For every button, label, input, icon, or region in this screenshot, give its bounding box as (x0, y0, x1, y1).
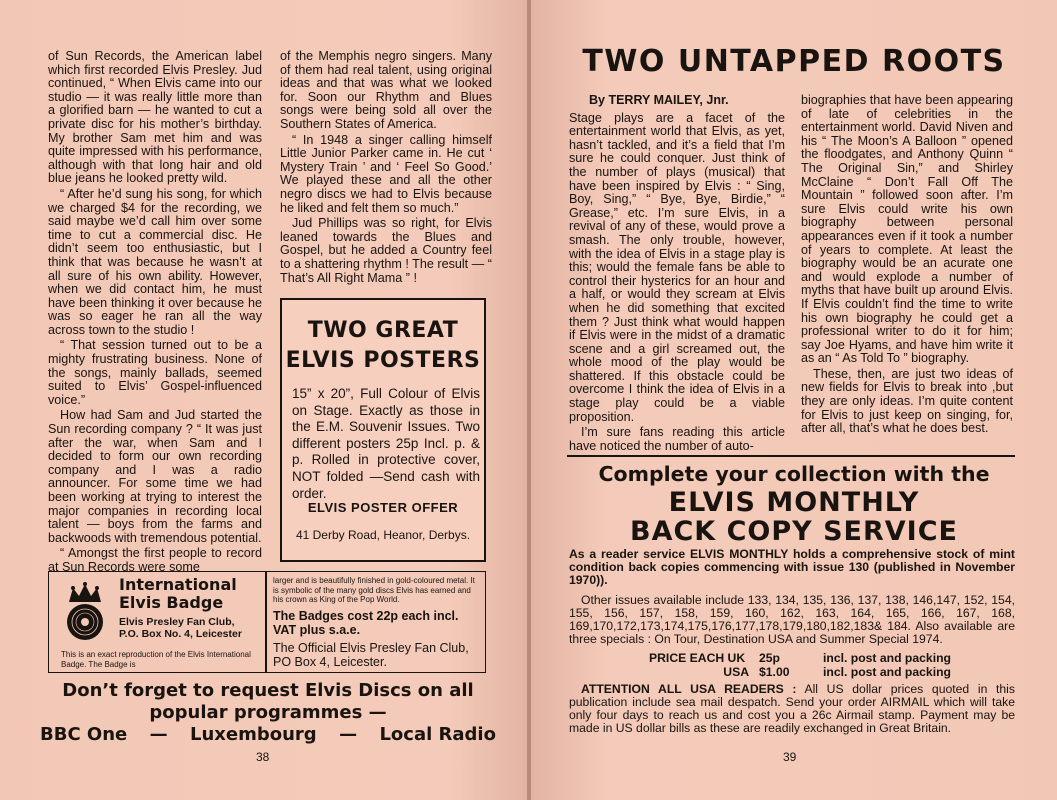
section-divider (567, 455, 1015, 457)
badge-description: larger and is beautifully finished in gold-coloured metal. It is symbolic of the many gold discs Elvis has earned and his crown as King of the Pop World. (273, 576, 475, 605)
request-discs-banner (40, 680, 496, 746)
article-headline: TWO UNTAPPED ROOTS (582, 44, 1006, 79)
price-usa-note: incl. post and packing (823, 664, 951, 679)
page-number-left: 38 (256, 750, 270, 764)
paragraph: “ Amongst the first people to record at Sun Records were some (48, 546, 262, 574)
badge-title (119, 576, 237, 612)
station-local-radio: Local Radio (379, 724, 496, 745)
available-issues: Other issues available include 133, 134, 135, 136, 137, 138, 146,147, 152, 154, 155, 156, 157, 158, 159, 160, 162, 163, 164, 165, 166, 167, 168, 169,170,172,173,174,175,176,177,178,179,180,182,183& 184. Also available are three specials : On Tour, Destination USA and Summer Special 1974. (569, 592, 1015, 647)
paragraph: How had Sam and Jud started the Sun recording company ? “ It was just after the war, when Sam and I decided to form our own recording company and I was a radio announcer. For some time we had been working at trying to interest the major companies in recording local talent — boys from the farms and backwoods with tremendous potential. (48, 408, 262, 545)
price-label-uk: PRICE EACH UK (649, 651, 746, 666)
fan-club-address (119, 616, 242, 640)
badge-note: This is an exact reproduction of the Elvis International Badge. The Badge is (61, 650, 251, 669)
banner-stations (40, 724, 496, 746)
paragraph: “ That session turned out to be a mighty frustrating business. None of the songs, mainly ballads, seemed suited to Elvis’ Gospel-influenced voice.” (48, 338, 262, 407)
badge-details (273, 576, 479, 669)
paragraph: of Sun Records, the American label which first recorded Elvis Presley. Jud continued, “ When Elvis came into our studio — it was really little more than a glorified barn — he wanted to cut a private disc for his mother’s birthday. My brother Sam met him and was quite impressed with his performance, although with that long hair and old blue jeans he looked pretty wild. (48, 49, 262, 186)
club-name: Elvis Presley Fan Club, (119, 616, 235, 628)
right-page (531, 0, 1057, 800)
paragraph: biographies that have been appearing of late of celebrities in the entertainment world. David Niven and his “ The Moon’s A Balloon ” opened the floodgates, and Anthony Quinn “ The Original Sin,” and Shirley McClaine “ Don’t Fall Off The Mountain ” followed soon after. I’m sure Elvis could write his own biography between personal appearances even if it took a number of years to complete. At least the biography would be an acurate one and would explode a number of myths that have built up around Elvis. If Elvis couldn’t find the time to write his own biography he could get a professional writer to do it for him; say Joe Hyams, and have him write it as an “ As Told To ” biography. (801, 93, 1013, 366)
byline: By TERRY MAILEY, Jnr. (589, 93, 729, 107)
paragraph: of the Memphis negro singers. Many of them had real talent, using original ideas and that was what we looked for. Soon our Rhythm and Blues songs were being sold all over the Southern States of America. (280, 49, 492, 131)
banner-line1: Don’t forget to request Elvis Discs on all (62, 680, 474, 701)
banner-line2: popular programmes — (149, 702, 387, 723)
page-number-right: 39 (783, 750, 797, 764)
price-row-usa (649, 666, 1015, 679)
attention-lead: ATTENTION ALL USA READERS : (581, 681, 797, 696)
service-title-line2: BACK COPY SERVICE (629, 516, 958, 547)
back-copy-heading: Complete your collection with the (598, 462, 990, 486)
paragraph: “ In 1948 a singer calling himself Little Junior Parker came in. He cut ‘ Mystery Train ’ and ‘ Feel So Good.’ We played these and all the other negro discs we had to Elvis because he liked and felt them so much.” (280, 132, 492, 215)
paragraph: Jud Phillips was so right, for Elvis leaned towards the Blues and Gospel, but he added a Country feel to a shattering rhythm ! The result — “ That’s All Right Mama ” ! (280, 216, 492, 285)
badge-title-line2: Elvis Badge (119, 593, 224, 612)
badge-divider (265, 572, 267, 672)
paragraph: These, then, are just two ideas of new fields for Elvis to break into ,but they are only ideas. I’m quite content for Elvis to just keep on singing, for, after all, that’s what he does best. (801, 366, 1013, 436)
attention-body: All US dollar prices quoted in this publication include sea mail despatch. Send your order AIRMAIL which will take only four days to reach us and cost you a 26c Airmail stamp. Payment may be made in US dollar bills as these are readily exchanged in Great Britain. (569, 681, 1015, 736)
price-usa: $1.00 (759, 664, 790, 679)
club-box: P.O. Box No. 4, Leicester (119, 628, 242, 640)
back-copy-details (569, 548, 1015, 742)
badge-price: The Badges cost 22p each incl. VAT plus s.a.e. (273, 608, 459, 637)
article-column-1 (569, 94, 785, 455)
price-label-usa: USA (723, 664, 749, 679)
crown-record-emblem-icon (63, 582, 107, 642)
official-club-address: The Official Elvis Presley Fan Club, PO Box 4, Leicester. (273, 640, 469, 669)
badge-title-line1: International (119, 575, 237, 594)
article-column-2 (801, 94, 1013, 438)
back-copy-service-title (531, 488, 1057, 546)
usa-readers-notice (569, 683, 1015, 736)
station-luxembourg: Luxembourg (190, 724, 317, 745)
service-title-line1: ELVIS MONTHLY (668, 487, 920, 518)
station-dash: — (339, 724, 358, 745)
posters-title-line2: ELVIS POSTERS (285, 348, 481, 373)
poster-offer-label: ELVIS POSTER OFFER (307, 500, 459, 515)
paragraph: Stage plays are a facet of the entertainment world that Elvis, as yet, hasn’t tackled, and it’s a field that I’m sure he could conquer. Just think of the number of plays (musical) that have been inspired by Elvis : “ Sing, Boy, Sing,” “ Bye, Bye, Birdie,” “ Grease,” etc. I’m sure Elvis, in a revival of any of these, would prove a smash. The only trouble, however, with the idea of Elvis in a stage play is this; would the female fans be able to control their hysterics for an hour and a half, or would they scream at Elvis when he did something that excited them ? Just think what would happen if Elvis were in the midst of a dramatic scene and a girl screamed out, the whole mood of the play would be shattered. If this obstacle could be overcome I think the idea of Elvis in a stage play could be a viable proposition. (569, 110, 785, 424)
posters-advert (280, 298, 486, 562)
price-uk-note: incl. post and packing (823, 651, 951, 666)
article-column-1 (48, 50, 262, 577)
station-bbc-one: BBC One (40, 724, 128, 745)
paragraph: “ After he’d sung his song, for which we charged $4 for the recording, we said maybe we’d call him over some time to cut a commercial disc. He didn’t seem too enthusiastic, but I think that was because he wasn’t at all sure of his own ability. However, when we did contact him, he must have been thinking it over because he was so eager he ran all the way across town to the studio ! (48, 186, 262, 337)
posters-description: 15” x 20”, Full Colour of Elvis on Stage. Exactly as those in the E.M. Souvenir Issues. Two different posters 25p Incl. p. & p. Rolled in protective cover, NOT folded —Send cash with order. (292, 386, 480, 501)
left-page (0, 0, 527, 800)
poster-offer-address: 41 Derby Road, Heanor, Derbys. (295, 528, 471, 542)
article-column-2 (280, 50, 492, 287)
posters-title-line1: TWO GREAT (307, 318, 459, 343)
service-intro: As a reader service ELVIS MONTHLY holds a comprehensive stock of mint condition back copies commencing with issue 130 (published in November 1970)). (569, 547, 1015, 588)
price-row-uk (649, 652, 1015, 665)
paragraph: I’m sure fans reading this article have noticed the number of auto- (569, 425, 785, 453)
station-dash: — (149, 724, 168, 745)
price-uk: 25p (759, 651, 781, 666)
badge-advert (48, 571, 486, 673)
